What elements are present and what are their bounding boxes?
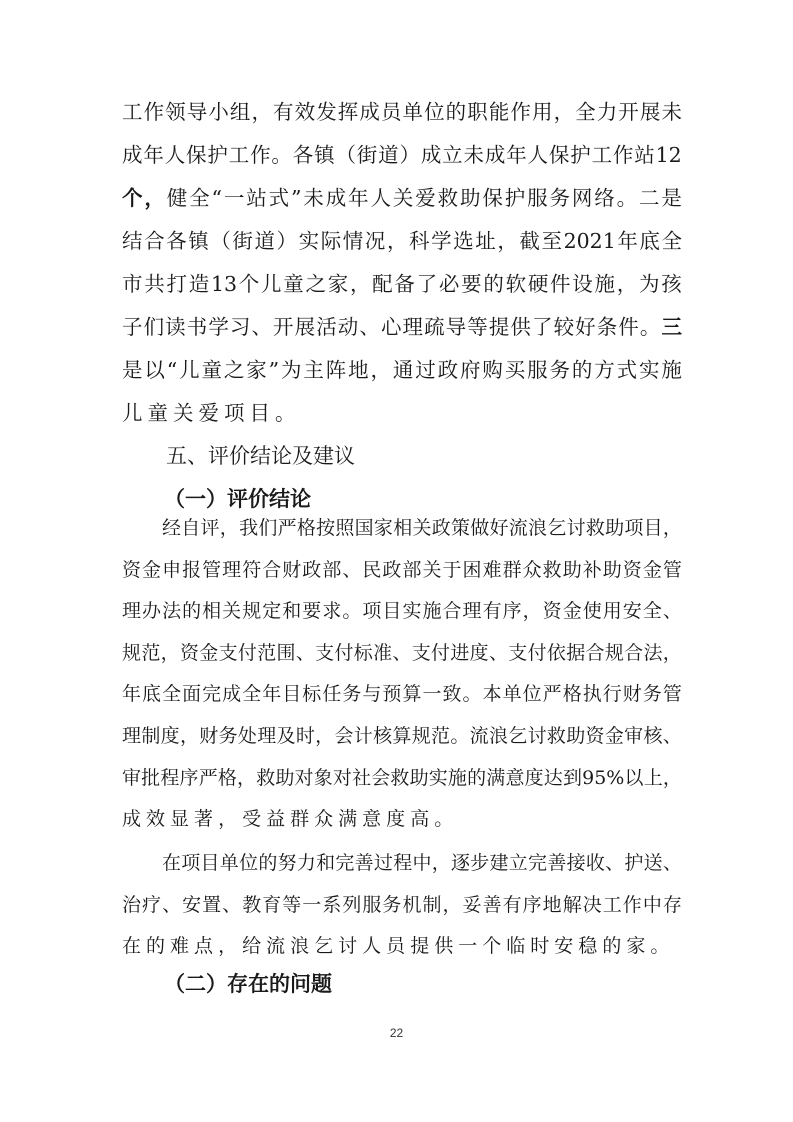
text-line: 结 合 各 镇 （ 街 道 ） 实 际 情 况 ， 科 学 选 址 ， 截 至 2021 年 底 全 — [122, 229, 682, 253]
paragraph-2 — [122, 508, 682, 841]
text-line: 理 办 法 的 相 关 规 定 和 要 求 。 项 目 实 施 合 理 有 序 ， 资 金 使 用 安 全 、 — [122, 600, 682, 623]
text-line: 工 作 领 导 小 组 ， 有 效 发 挥 成 员 单 位 的 职 能 作 用 ， 全 力 开 展 未 — [122, 100, 682, 124]
text-line: 资 金 申 报 管 理 符 合 财 政 部 、 民 政 部 关 于 困 难 群 众 救 助 补 助 资 金 管 — [122, 558, 682, 581]
text-line: 在 的 难 点 ， 给 流 浪 乞 讨 人 员 提 供 一 个 临 时 安 稳 的 家 。 — [122, 935, 675, 958]
text-line: 治 疗 、 安 置 、 教 育 等 一 系 列 服 务 机 制 ， 妥 善 有 序 地 解 决 工 作 中 存 — [122, 893, 682, 916]
text-line: 个 ， 健 全 “ 一 站 式 ” 未 成 年 人 关 爱 救 助 保 护 服 务 网 络 。 二 是 — [122, 186, 682, 210]
text-line: 市 共 打 造 13 个 儿 童 之 家 ， 配 备 了 必 要 的 软 硬 件 设 施 ， 为 孩 — [122, 272, 682, 296]
text-line: 成 效 显 著 ， 受 益 群 众 满 意 度 高 。 — [122, 808, 459, 831]
text-line: 子 们 读 书 学 习 、 开 展 活 动 、 心 理 疏 导 等 提 供 了 较 好 条 件 。 三 — [122, 315, 682, 339]
section-heading-evaluation-conclusion-and-suggestions: 五、评价结论及建议 — [166, 444, 355, 468]
text-line: 是 以 “ 儿 童 之 家 ” 为 主 阵 地 ， 通 过 政 府 购 买 服 务 的 方 式 实 施 — [122, 358, 682, 382]
text-line: 审 批 程 序 严 格 ， 救 助 对 象 对 社 会 救 助 实 施 的 满 意 度 达 到 95% 以 上 ， — [122, 766, 682, 789]
text-line: 规 范 ， 资 金 支 付 范 围 、 支 付 标 准 、 支 付 进 度 、 支 付 依 据 合 规 合 法 ， — [122, 641, 682, 664]
paragraph-3 — [122, 843, 682, 968]
page-number: 22 — [389, 1026, 404, 1040]
subheading-evaluation-conclusion: （一）评价结论 — [164, 486, 311, 511]
text-line: 经 自 评 ， 我 们 严 格 按 照 国 家 相 关 政 策 做 好 流 浪 乞 讨 救 助 项 目 ， — [162, 517, 682, 539]
text-line: 年 底 全 面 完 成 全 年 目 标 任 务 与 预 算 一 致 。 本 单 位 严 格 执 行 财 务 管 — [122, 683, 682, 706]
text-line: 在 项 目 单 位 的 努 力 和 完 善 过 程 中 ， 逐 步 建 立 完 善 接 收 、 护 送 、 — [162, 852, 682, 874]
subheading-existing-problems: （二）存在的问题 — [164, 971, 332, 996]
text-line: 成 年 人 保 护 工 作 。 各 镇 （ 街 道 ） 成 立 未 成 年 人 保 护 工 作 站 12 — [122, 143, 682, 167]
paragraph-1 — [122, 91, 682, 435]
text-line: 儿 童 关 爱 项 目 。 — [122, 401, 301, 425]
text-line: 理 制 度 ， 财 务 处 理 及 时 ， 会 计 核 算 规 范 。 流 浪 乞 讨 救 助 资 金 审 核 、 — [122, 724, 682, 747]
